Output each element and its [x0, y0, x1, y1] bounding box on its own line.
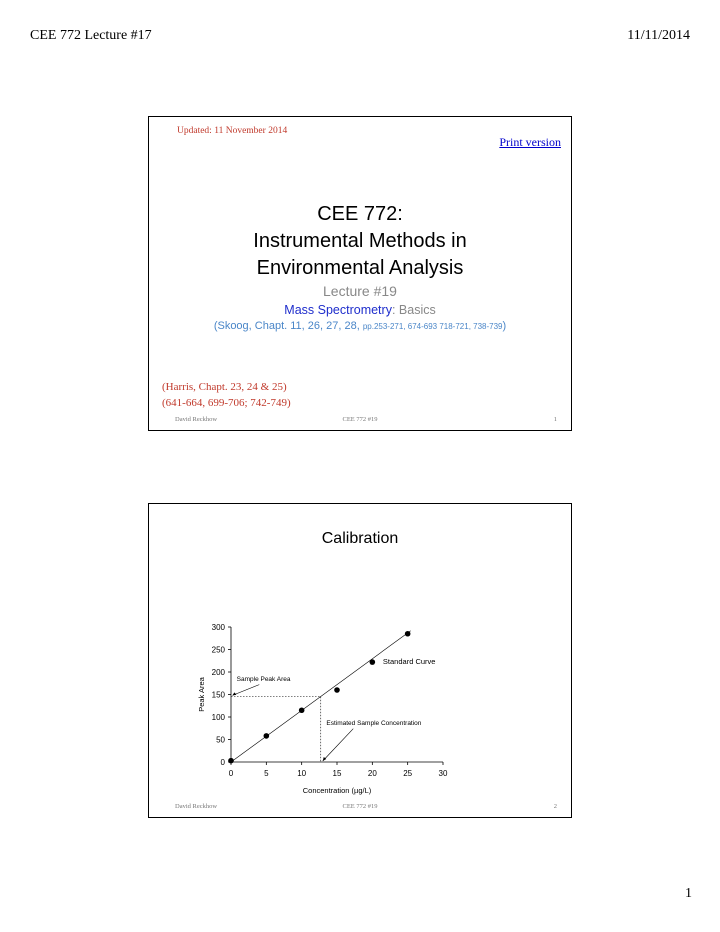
calibration-chart: [149, 504, 570, 816]
harris-pages: (641-664, 699-706; 742-749): [162, 397, 291, 409]
slide-1: [148, 116, 572, 431]
data-point: [299, 707, 305, 713]
slide1-footer-course: CEE 772 #19: [342, 416, 378, 423]
data-point: [370, 659, 376, 665]
data-point: [264, 733, 270, 739]
skoog-reference: [149, 320, 571, 332]
lecture-number: Lecture #19: [323, 283, 397, 299]
y-axis-label: Peak Area: [197, 677, 206, 712]
slide1-footer-number: 1: [553, 416, 557, 423]
x-tick-label: 20: [367, 769, 377, 778]
page-number: 1: [685, 886, 692, 901]
y-tick-label: 150: [211, 690, 225, 700]
skoog-chapters: (Skoog, Chapt. 11, 26, 27, 28,: [213, 320, 363, 332]
header-date: 11/11/2014: [627, 28, 690, 43]
sample-peak-label: Sample Peak Area: [236, 676, 291, 683]
data-point: [228, 758, 234, 764]
topic-sub: : Basics: [391, 303, 436, 317]
course-title-line1: CEE 772:: [317, 203, 403, 225]
y-tick-label: 250: [211, 645, 225, 655]
x-tick-label: 10: [297, 769, 307, 778]
slide2-title: Calibration: [321, 530, 399, 547]
slide-2: [148, 503, 572, 818]
skoog-close: ): [502, 320, 507, 332]
slide1-footer-author: David Reckhow: [175, 416, 218, 423]
title-block: [149, 201, 571, 332]
data-point: [334, 687, 340, 693]
sample-conc-label: Estimated Sample Concentration: [326, 720, 422, 728]
y-tick-label: 100: [211, 713, 225, 722]
y-tick-label: 0: [220, 758, 225, 767]
updated-note: Updated: 11 November 2014: [177, 126, 288, 136]
x-axis-label: Concentration (µg/L): [302, 786, 372, 795]
slide2-footer-number: 2: [553, 803, 557, 810]
slide2-footer-author: David Reckhow: [175, 803, 218, 810]
topic: [149, 303, 571, 317]
x-tick-label: 0: [228, 769, 234, 778]
standard-curve-label: Standard Curve: [382, 656, 436, 666]
header-course: CEE 772 Lecture #17: [30, 28, 152, 43]
x-tick-label: 25: [403, 769, 413, 778]
skoog-pages: pp.253-271, 674-693 718-721, 738-739: [362, 322, 503, 331]
sample-peak-arrow: [232, 685, 259, 696]
topic-main: Mass Spectrometry: [284, 303, 392, 317]
print-version-link[interactable]: Print version: [499, 135, 561, 149]
slide2-footer-course: CEE 772 #19: [342, 803, 378, 810]
x-tick-label: 5: [264, 769, 269, 778]
x-tick-label: 15: [332, 769, 342, 778]
course-title-line3: Environmental Analysis: [256, 257, 464, 279]
sample-conc-arrow: [323, 729, 354, 761]
y-tick-label: 200: [211, 668, 225, 677]
y-tick-label: 300: [211, 623, 225, 632]
course-title-line2: Instrumental Methods in: [253, 230, 467, 252]
harris-reference: [162, 379, 291, 411]
harris-chapters: (Harris, Chapt. 23, 24 & 25): [162, 381, 287, 393]
data-point: [405, 631, 411, 637]
x-tick-label: 30: [438, 769, 448, 778]
y-tick-label: 50: [216, 735, 225, 745]
